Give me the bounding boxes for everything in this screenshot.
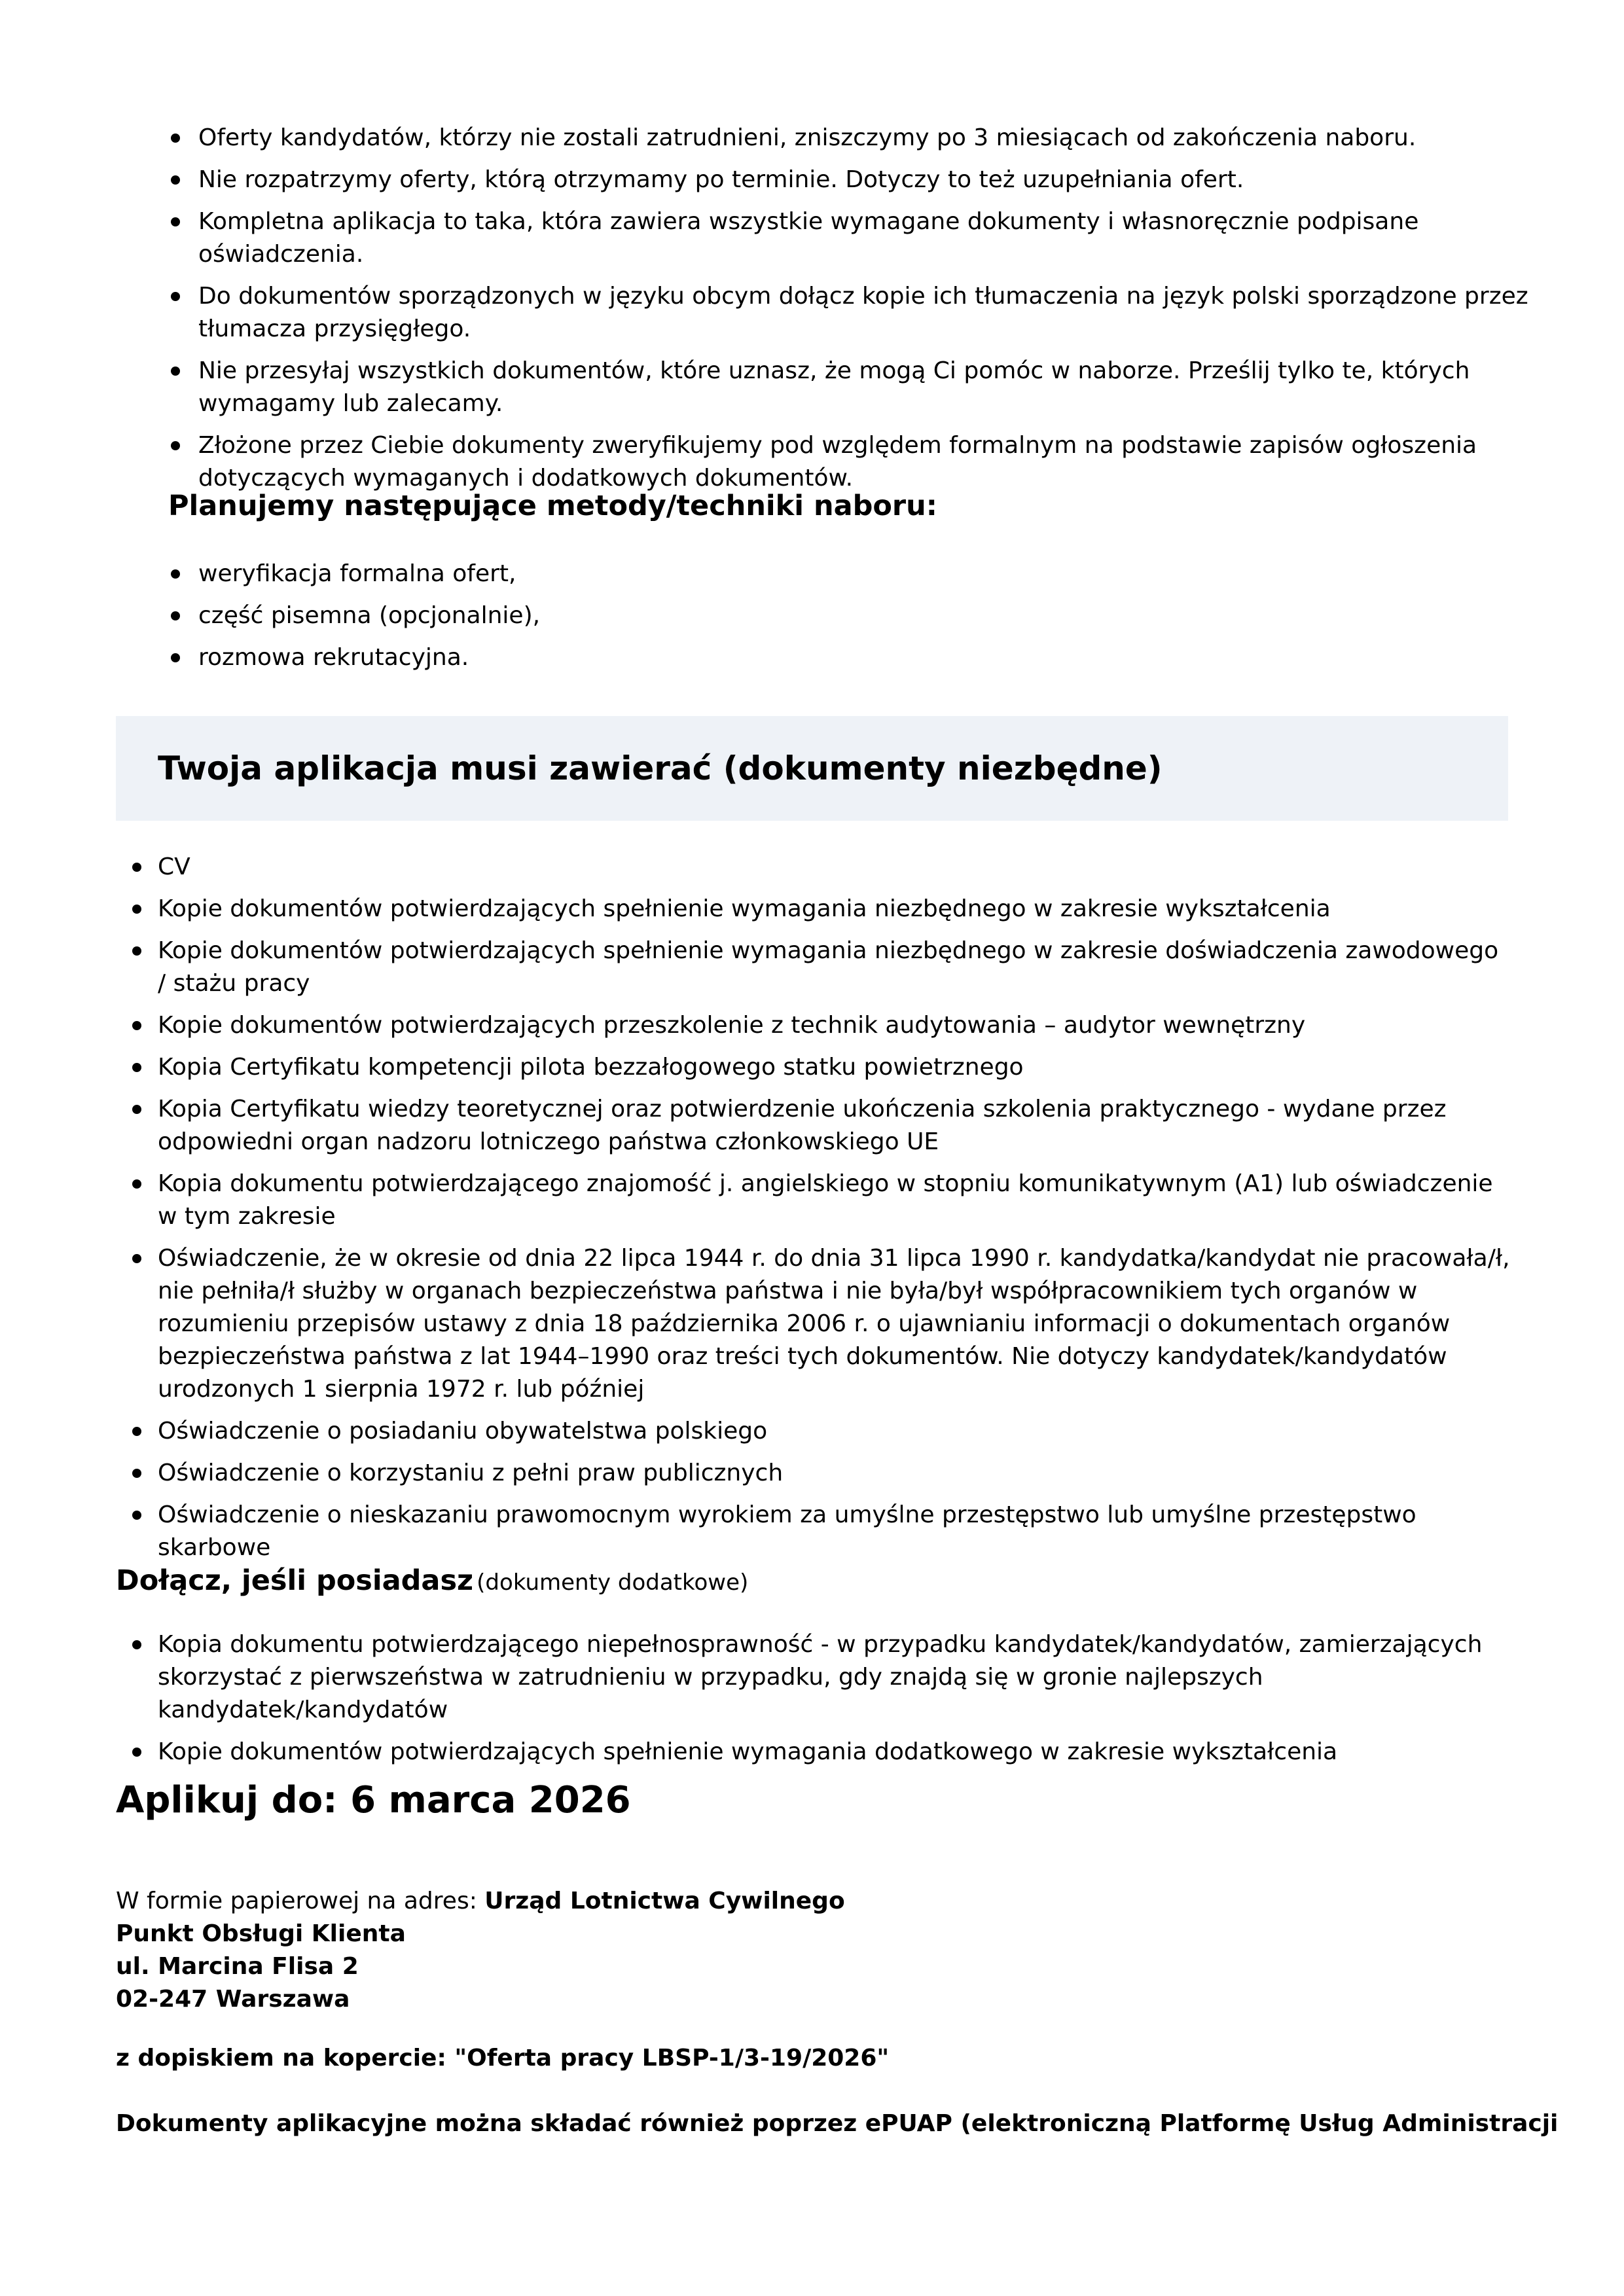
list-item: Kopie dokumentów potwierdzających spełnienie wymagania dodatkowego w zakresie wykształcenia (158, 1736, 1513, 1768)
address-city: 02-247 Warszawa (116, 1986, 350, 2013)
list-item: Oferty kandydatów, którzy nie zostali zatrudnieni, zniszczymy po 3 miesiącach od zakończenia naboru. (198, 122, 1534, 154)
list-item: Kopie dokumentów potwierdzających spełnienie wymagania niezbędnego w zakresie doświadczenia zawodowego / stażu pracy (158, 935, 1513, 1000)
additional-documents-heading-main: Dołącz, jeśli posiadasz (116, 1564, 474, 1597)
list-item: Złożone przez Ciebie dokumenty zweryfikujemy pod względem formalnym na podstawie zapisów ogłoszenia dotyczących wymaganych i dodatkowych dokumentów. (198, 429, 1534, 495)
list-item: Kopie dokumentów potwierdzających przeszkolenie z technik audytowania – audytor wewnętrzny (158, 1009, 1513, 1042)
envelope-note: z dopiskiem na kopercie: "Oferta pracy LBSP-1/3-19/2026" (116, 2045, 890, 2072)
application-deadline: Aplikuj do: 6 marca 2026 (116, 1779, 631, 1821)
address-street: ul. Marcina Flisa 2 (116, 1953, 359, 1980)
address-intro: W formie papierowej na adres: (116, 1888, 485, 1914)
list-item: Oświadczenie o korzystaniu z pełni praw publicznych (158, 1457, 1513, 1490)
list-item: Kopia Certyfikatu kompetencji pilota bezzałogowego statku powietrznego (158, 1051, 1513, 1084)
required-documents-header-box (116, 716, 1508, 821)
list-item: CV (158, 851, 1513, 884)
address-institution: Urząd Lotnictwa Cywilnego (484, 1888, 845, 1914)
list-item: Do dokumentów sporządzonych w języku obcym dołącz kopie ich tłumaczenia na język polski sporządzone przez tłumacza przysięgłego. (198, 280, 1534, 346)
required-documents-heading: Twoja aplikacja musi zawierać (dokumenty niezbędne) (158, 749, 1163, 787)
application-info-list (198, 122, 1534, 504)
list-item: rozmowa rekrutacyjna. (198, 641, 1507, 674)
postal-address (116, 1885, 845, 2016)
list-item: Kopia Certyfikatu wiedzy teoretycznej oraz potwierdzenie ukończenia szkolenia praktycznego - wydane przez odpowiedni organ nadzoru lotniczego państwa członkowskiego UE (158, 1093, 1513, 1158)
list-item: część pisemna (opcjonalnie), (198, 600, 1507, 632)
list-item: weryfikacja formalna ofert, (198, 558, 1507, 590)
address-line-institution (116, 1885, 845, 1918)
list-item: Kopia dokumentu potwierdzającego znajomość j. angielskiego w stopniu komunikatywnym (A1) lub oświadczenie w tym zakresie (158, 1168, 1513, 1233)
list-item: Oświadczenie, że w okresie od dnia 22 lipca 1944 r. do dnia 31 lipca 1990 r. kandydatka/kandydat nie pracowała/ł, nie pełniła/ł służby w organach bezpieczeństwa państwa i nie była/był współpracownikiem tych organów w rozumieniu przepisów ustawy z dnia 18 października 2006 r. o ujawnianiu informacji o dokumentach organów bezpieczeństwa państwa z lat 1944–1990 oraz treści tych dokumentów. Nie dotyczy kandydatek/kandydatów urodzonych 1 sierpnia 1972 r. lub później (158, 1242, 1513, 1406)
list-item: Kopia dokumentu potwierdzającego niepełnosprawność - w przypadku kandydatek/kandydatów, zamierzających skorzystać z pierwszeństwa w zatrudnieniu w przypadku, gdy znajdą się w gronie najlepszych kandydatek/kandydatów (158, 1628, 1513, 1727)
list-item: Kopie dokumentów potwierdzających spełnienie wymagania niezbędnego w zakresie wykształcenia (158, 893, 1513, 925)
additional-documents-heading (116, 1561, 748, 1606)
additional-documents-list (158, 1628, 1513, 1778)
list-item: Kompletna aplikacja to taka, która zawiera wszystkie wymagane dokumenty i własnoręcznie podpisane oświadczenia. (198, 206, 1534, 271)
list-item: Nie przesyłaj wszystkich dokumentów, które uznasz, że mogą Ci pomóc w naborze. Prześlij tylko te, których wymagamy lub zalecamy. (198, 355, 1534, 420)
list-item: Oświadczenie o nieskazaniu prawomocnym wyrokiem za umyślne przestępstwo lub umyślne przestępstwo skarbowe (158, 1499, 1513, 1564)
address-office: Punkt Obsługi Klienta (116, 1920, 406, 1947)
recruitment-methods-heading: Planujemy następujące metody/techniki naboru: (168, 490, 937, 522)
epuap-note: Dokumenty aplikacyjne można składać również poprzez ePUAP (elektroniczną Platformę Usług Administracji (116, 2110, 1559, 2137)
required-documents-list (158, 851, 1513, 1573)
list-item: Oświadczenie o posiadaniu obywatelstwa polskiego (158, 1415, 1513, 1448)
additional-documents-heading-note: (dokumenty dodatkowe) (477, 1570, 749, 1596)
list-item: Nie rozpatrzymy oferty, którą otrzymamy po terminie. Dotyczy to też uzupełniania ofert. (198, 164, 1534, 196)
recruitment-methods-list (198, 558, 1507, 683)
